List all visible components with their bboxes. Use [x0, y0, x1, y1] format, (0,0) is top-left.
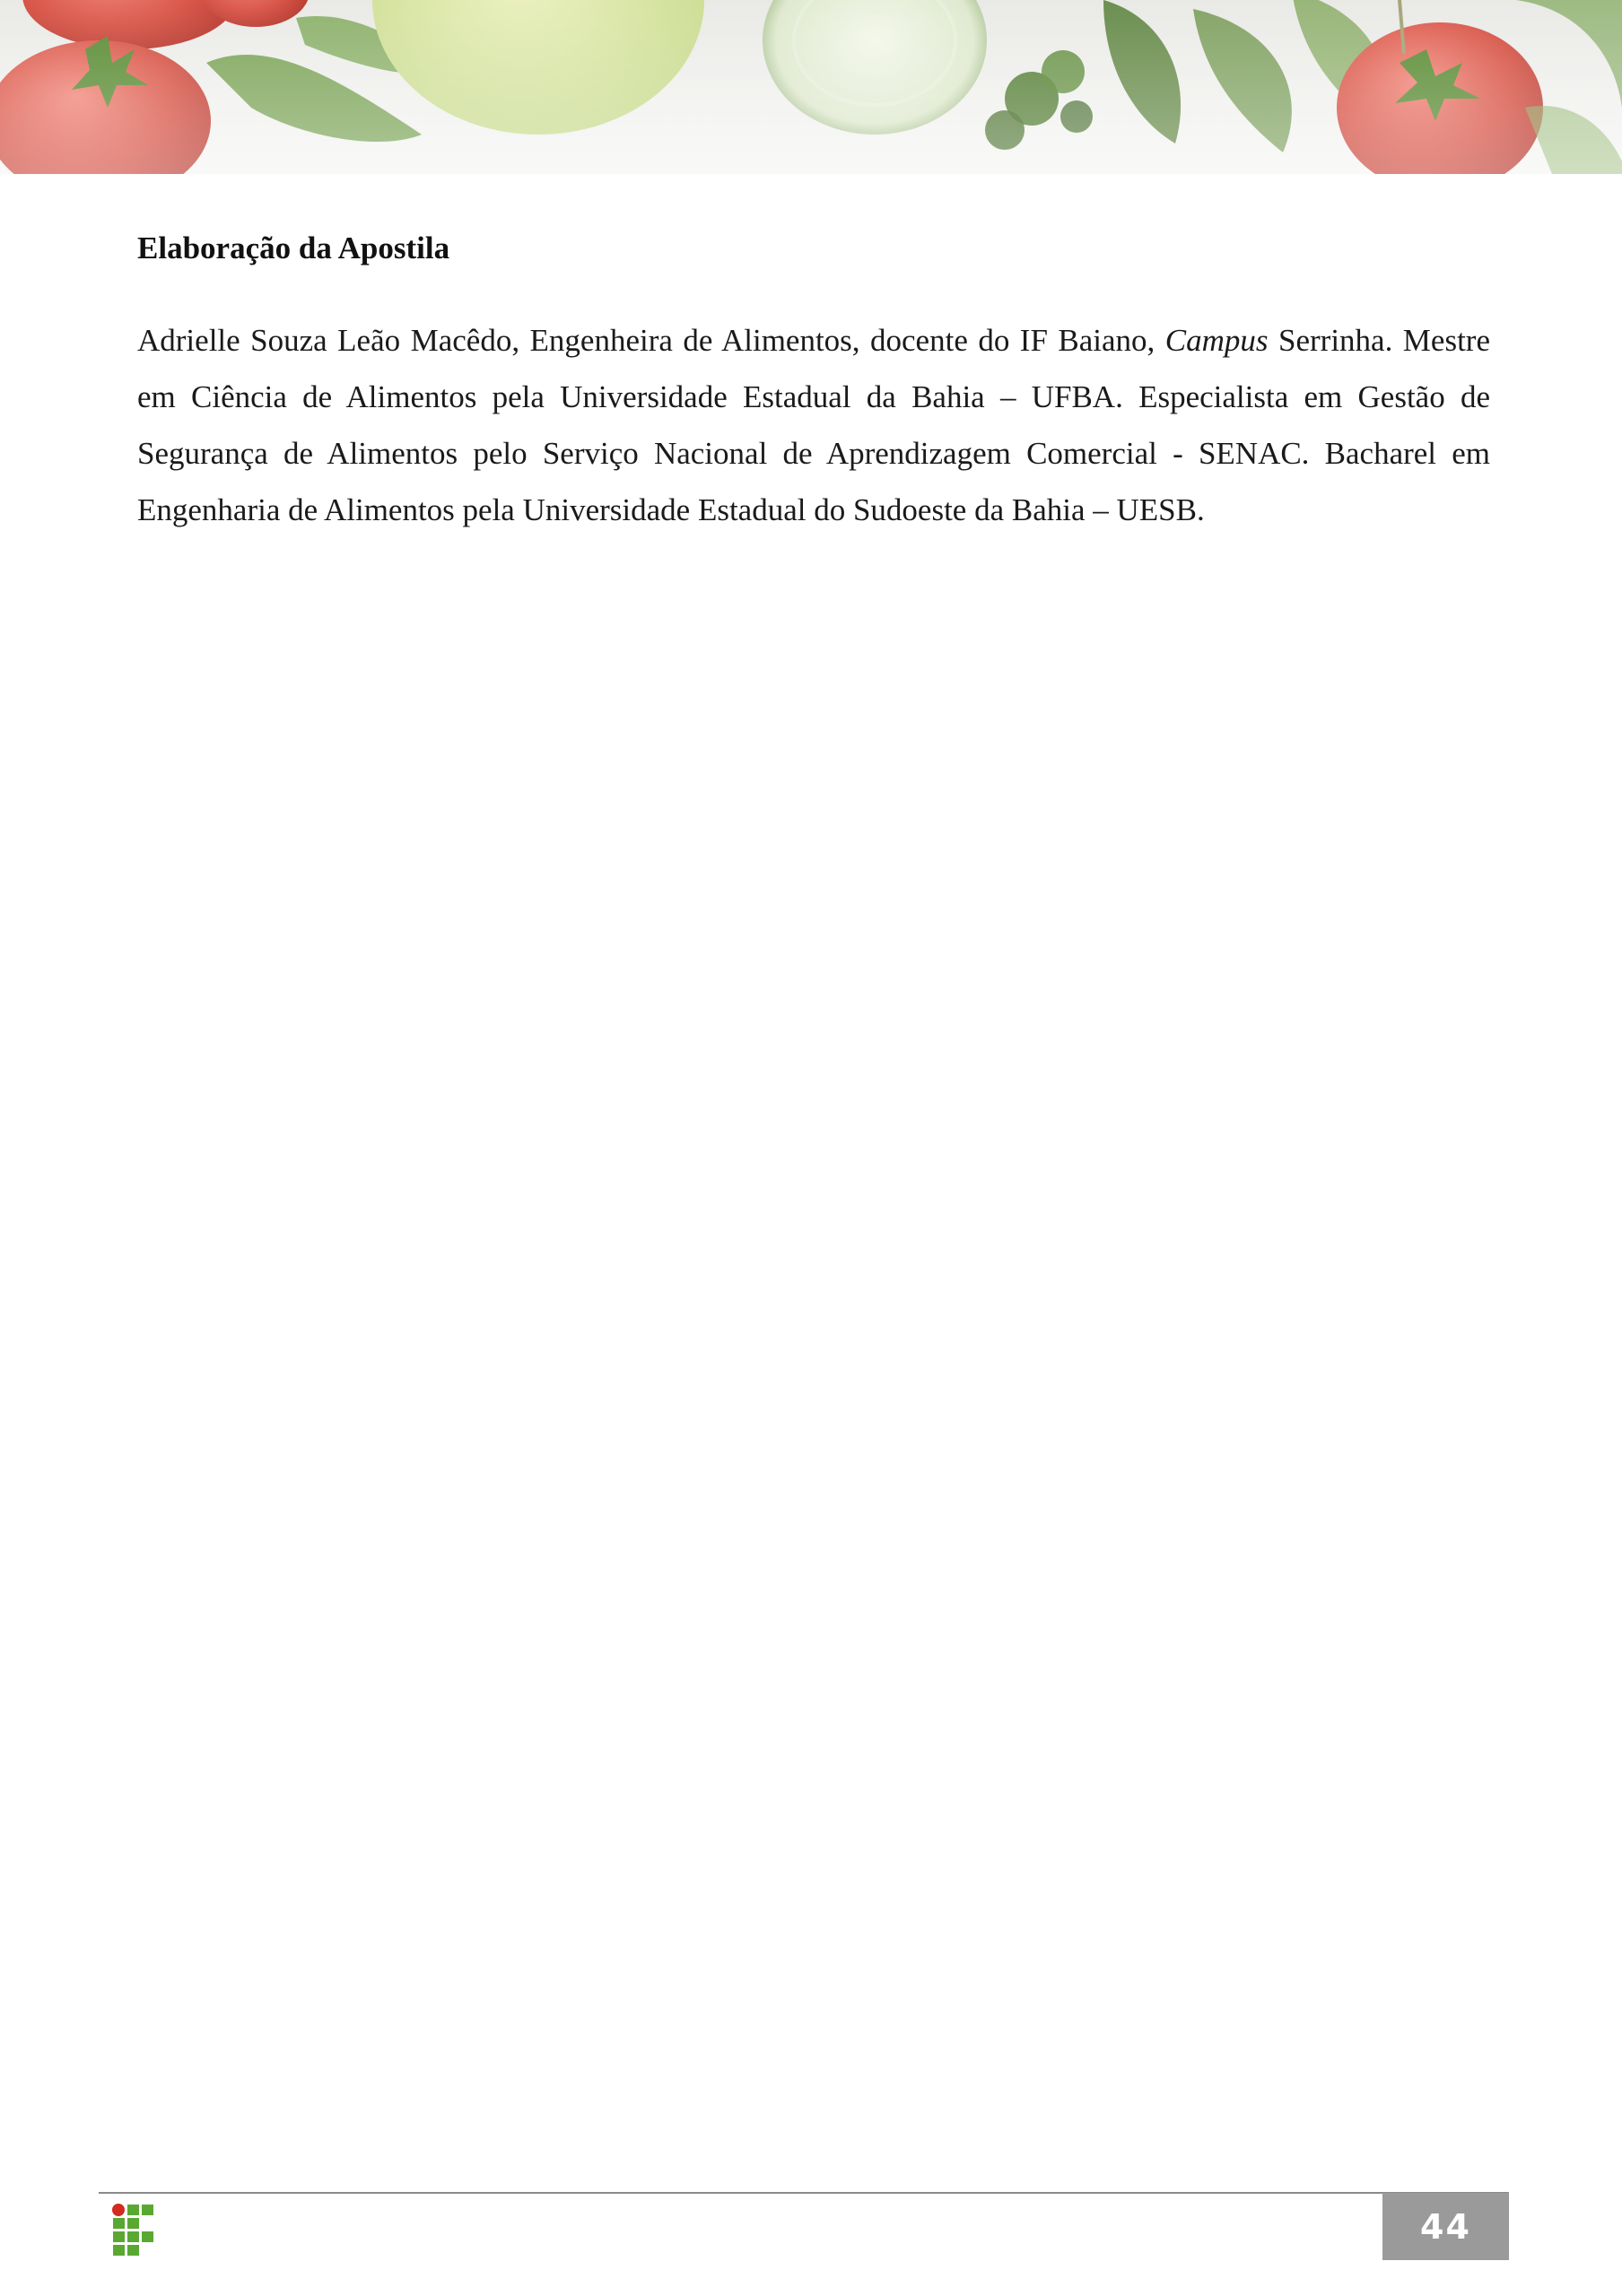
- header-banner-image: [0, 0, 1622, 174]
- footer-rule: [99, 2192, 1509, 2194]
- section-heading: Elaboração da Apostila: [137, 230, 450, 265]
- bio-text-end: Serrinha. Mestre em Ciência de Alimentos pela Universidade Estadual da Bahia – UFBA. Especialista em Gestão de Segurança de Alimentos pelo Serviço Nacional de Aprendizagem Comercial - SENAC. Bacharel em Engenharia de Alimentos pela Universidade Estadual do Sudoeste da Bahia – UESB.: [137, 323, 1490, 527]
- bio-text-italic: Campus: [1164, 323, 1269, 358]
- author-bio-paragraph: [137, 312, 1490, 538]
- vegetables-banner-icon: [0, 0, 1622, 174]
- institute-logo-icon: [111, 2203, 156, 2258]
- page-number: 44: [1420, 2206, 1471, 2247]
- main-content: [137, 222, 1490, 538]
- bio-text-start: Adrielle Souza Leão Macêdo, Engenheira de Alimentos, docente do IF Baiano,: [137, 323, 1165, 358]
- page-number-badge: [1382, 2193, 1509, 2260]
